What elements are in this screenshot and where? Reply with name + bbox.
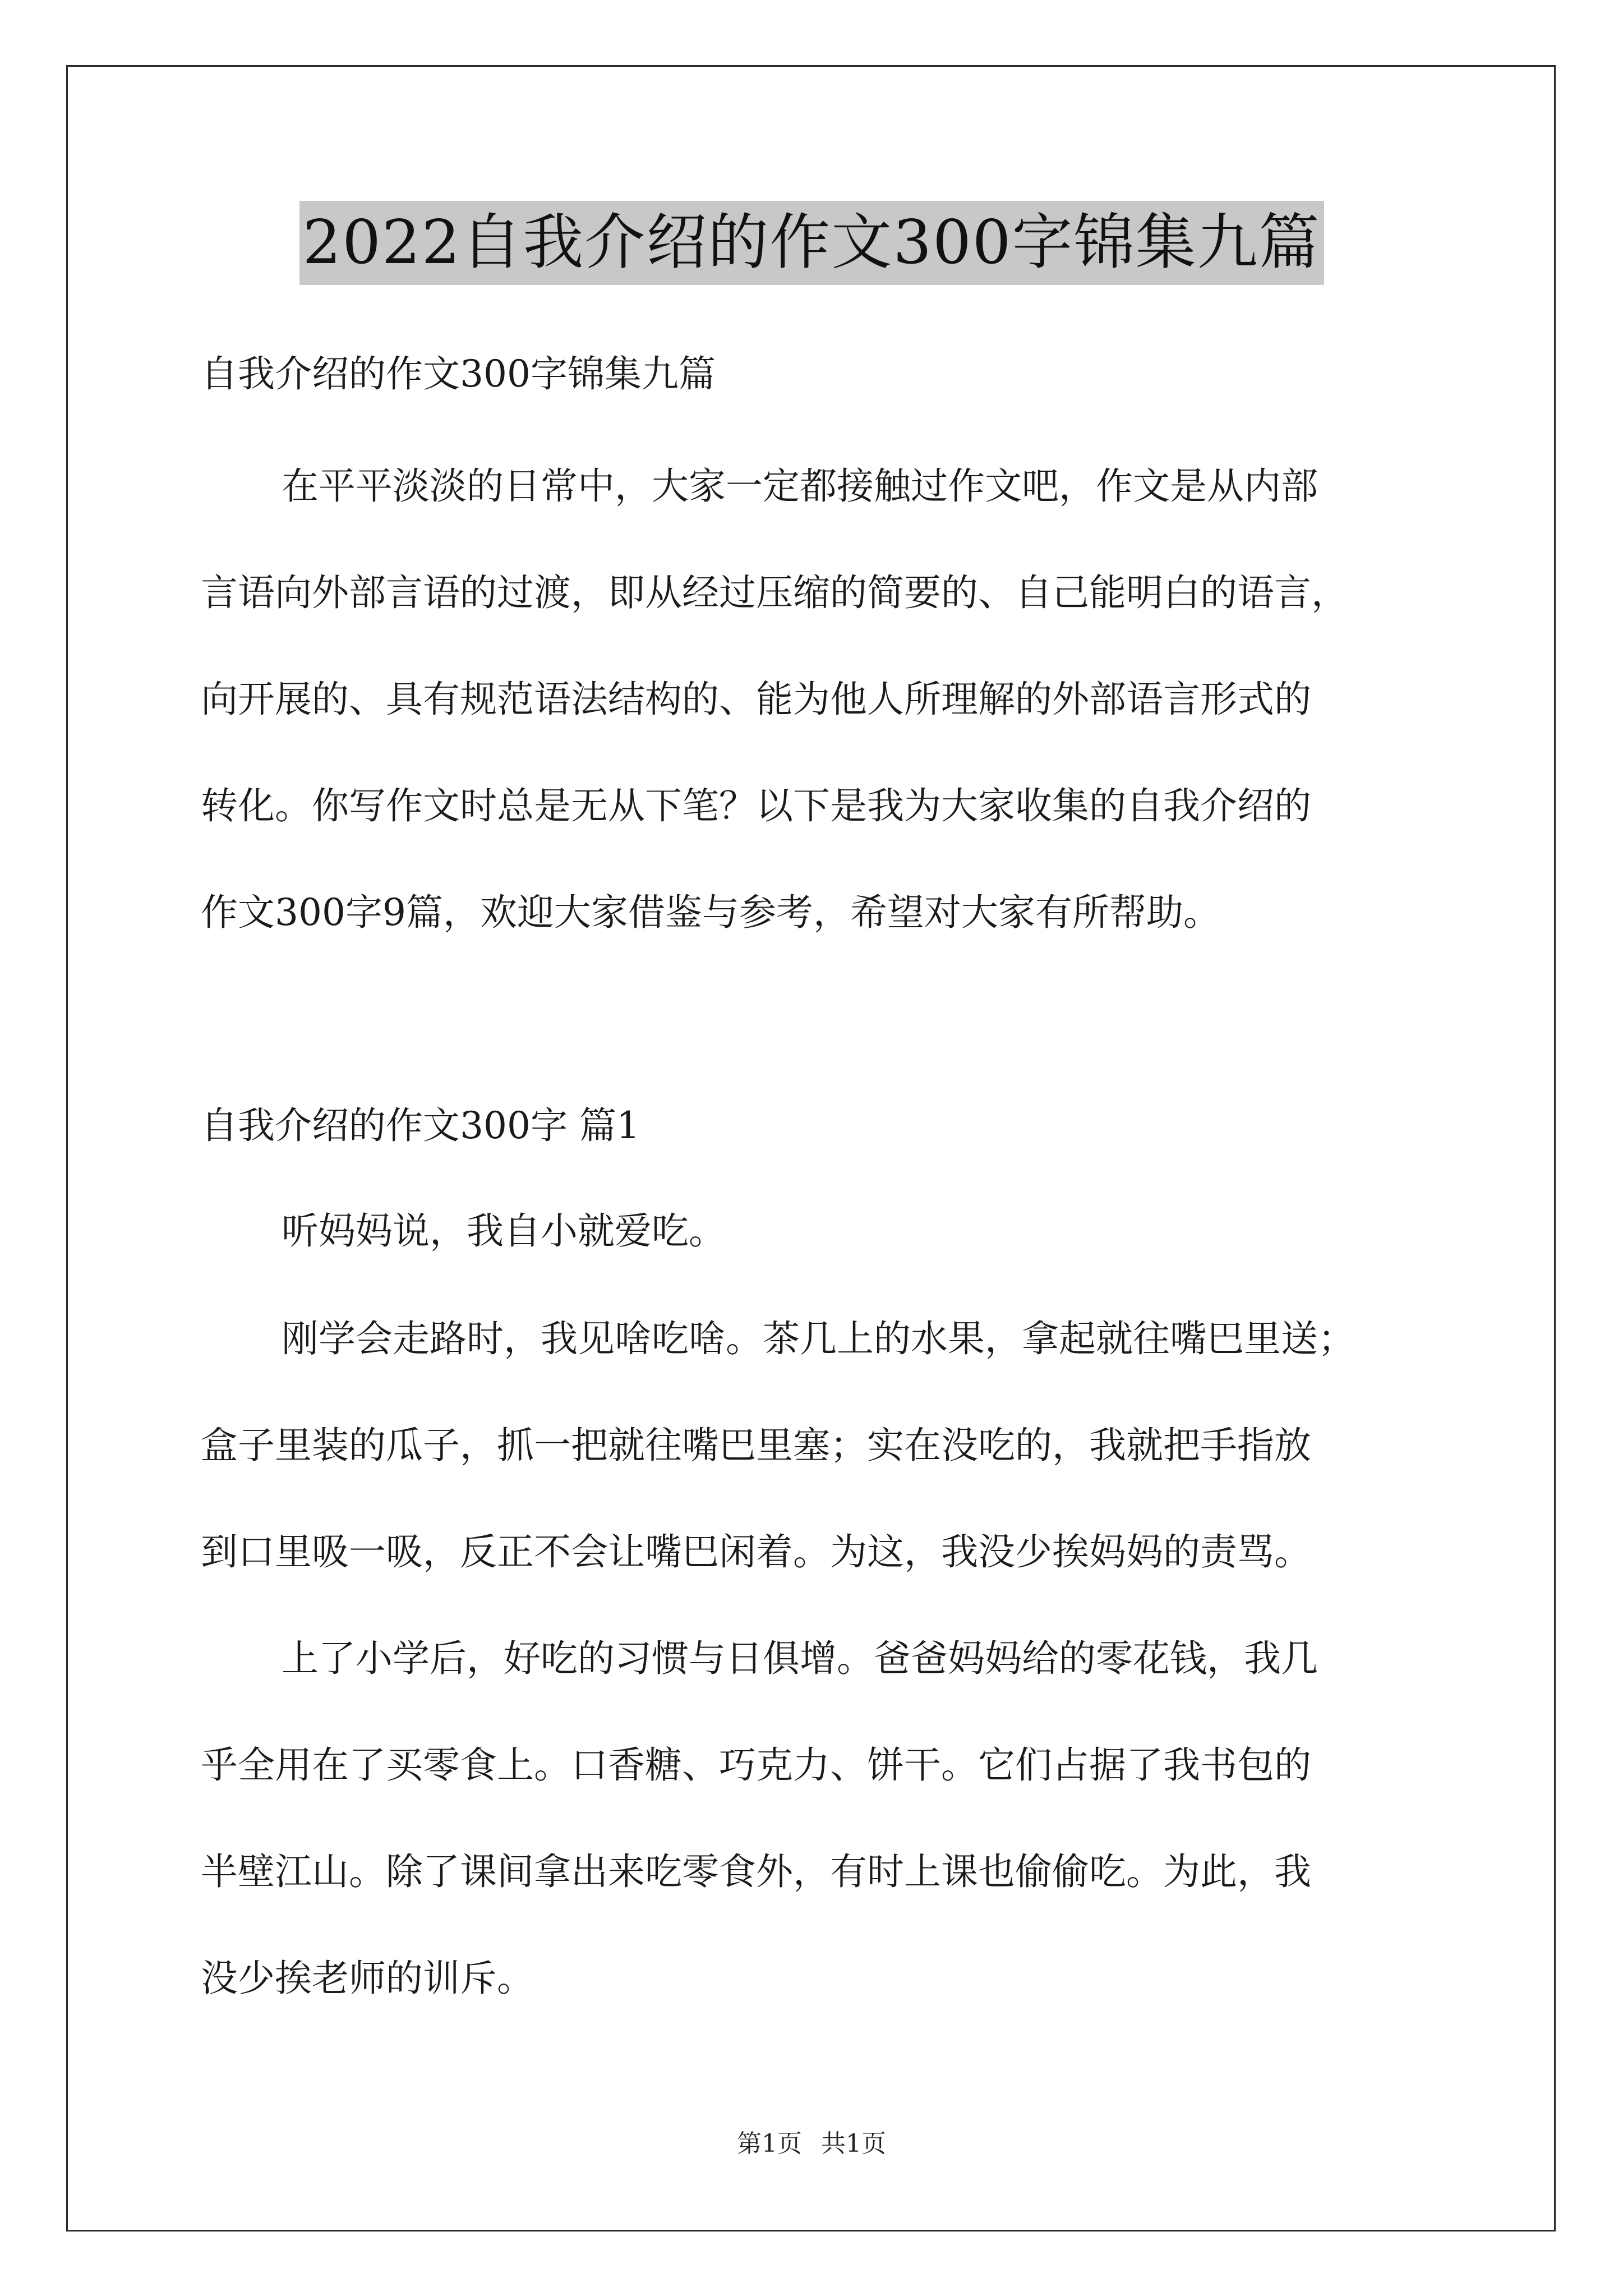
intro-line: 转化。你写作文时总是无从下笔？以下是我为大家收集的自我介绍的 xyxy=(201,784,1311,827)
intro-line: 在平平淡淡的日常中，大家一定都接触过作文吧，作文是从内部 xyxy=(282,464,1318,508)
paragraph-line: 半壁江山。除了课间拿出来吃零食外，有时上课也偷偷吃。为此，我 xyxy=(201,1850,1311,1893)
page-footer xyxy=(0,2127,1623,2161)
paragraph-line: 刚学会走路时，我见啥吃啥。茶几上的水果，拿起就往嘴巴里送； xyxy=(282,1317,1355,1360)
paragraph-line: 没少挨老师的训斥。 xyxy=(201,1957,534,2000)
page-total: 共1页 xyxy=(821,2129,886,2158)
paragraph-line: 听妈妈说，我自小就爱吃。 xyxy=(282,1209,726,1253)
paragraph-line: 到口里吸一吸，反正不会让嘴巴闲着。为这，我没少挨妈妈的责骂。 xyxy=(201,1530,1311,1573)
intro-line: 向开展的、具有规范语法结构的、能为他人所理解的外部语言形式的 xyxy=(201,678,1311,721)
paragraph-line: 上了小学后，好吃的习惯与日俱增。爸爸妈妈给的零花钱，我几 xyxy=(282,1637,1318,1680)
document-title: 2022自我介绍的作文300字锦集九篇 xyxy=(299,201,1324,285)
title-container xyxy=(0,201,1623,285)
intro-line: 言语向外部言语的过渡，即从经过压缩的简要的、自己能明白的语言， xyxy=(201,571,1348,614)
paragraph-line: 盒子里装的瓜子，抓一把就往嘴巴里塞；实在没吃的，我就把手指放 xyxy=(201,1424,1311,1467)
section-heading: 自我介绍的作文300字 篇1 xyxy=(201,1104,640,1147)
subtitle: 自我介绍的作文300字锦集九篇 xyxy=(201,352,716,395)
paragraph-line: 乎全用在了买零食上。口香糖、巧克力、饼干。它们占据了我书包的 xyxy=(201,1743,1311,1787)
page-number: 第1页 xyxy=(737,2129,802,2158)
intro-line: 作文300字9篇，欢迎大家借鉴与参考，希望对大家有所帮助。 xyxy=(201,891,1220,934)
